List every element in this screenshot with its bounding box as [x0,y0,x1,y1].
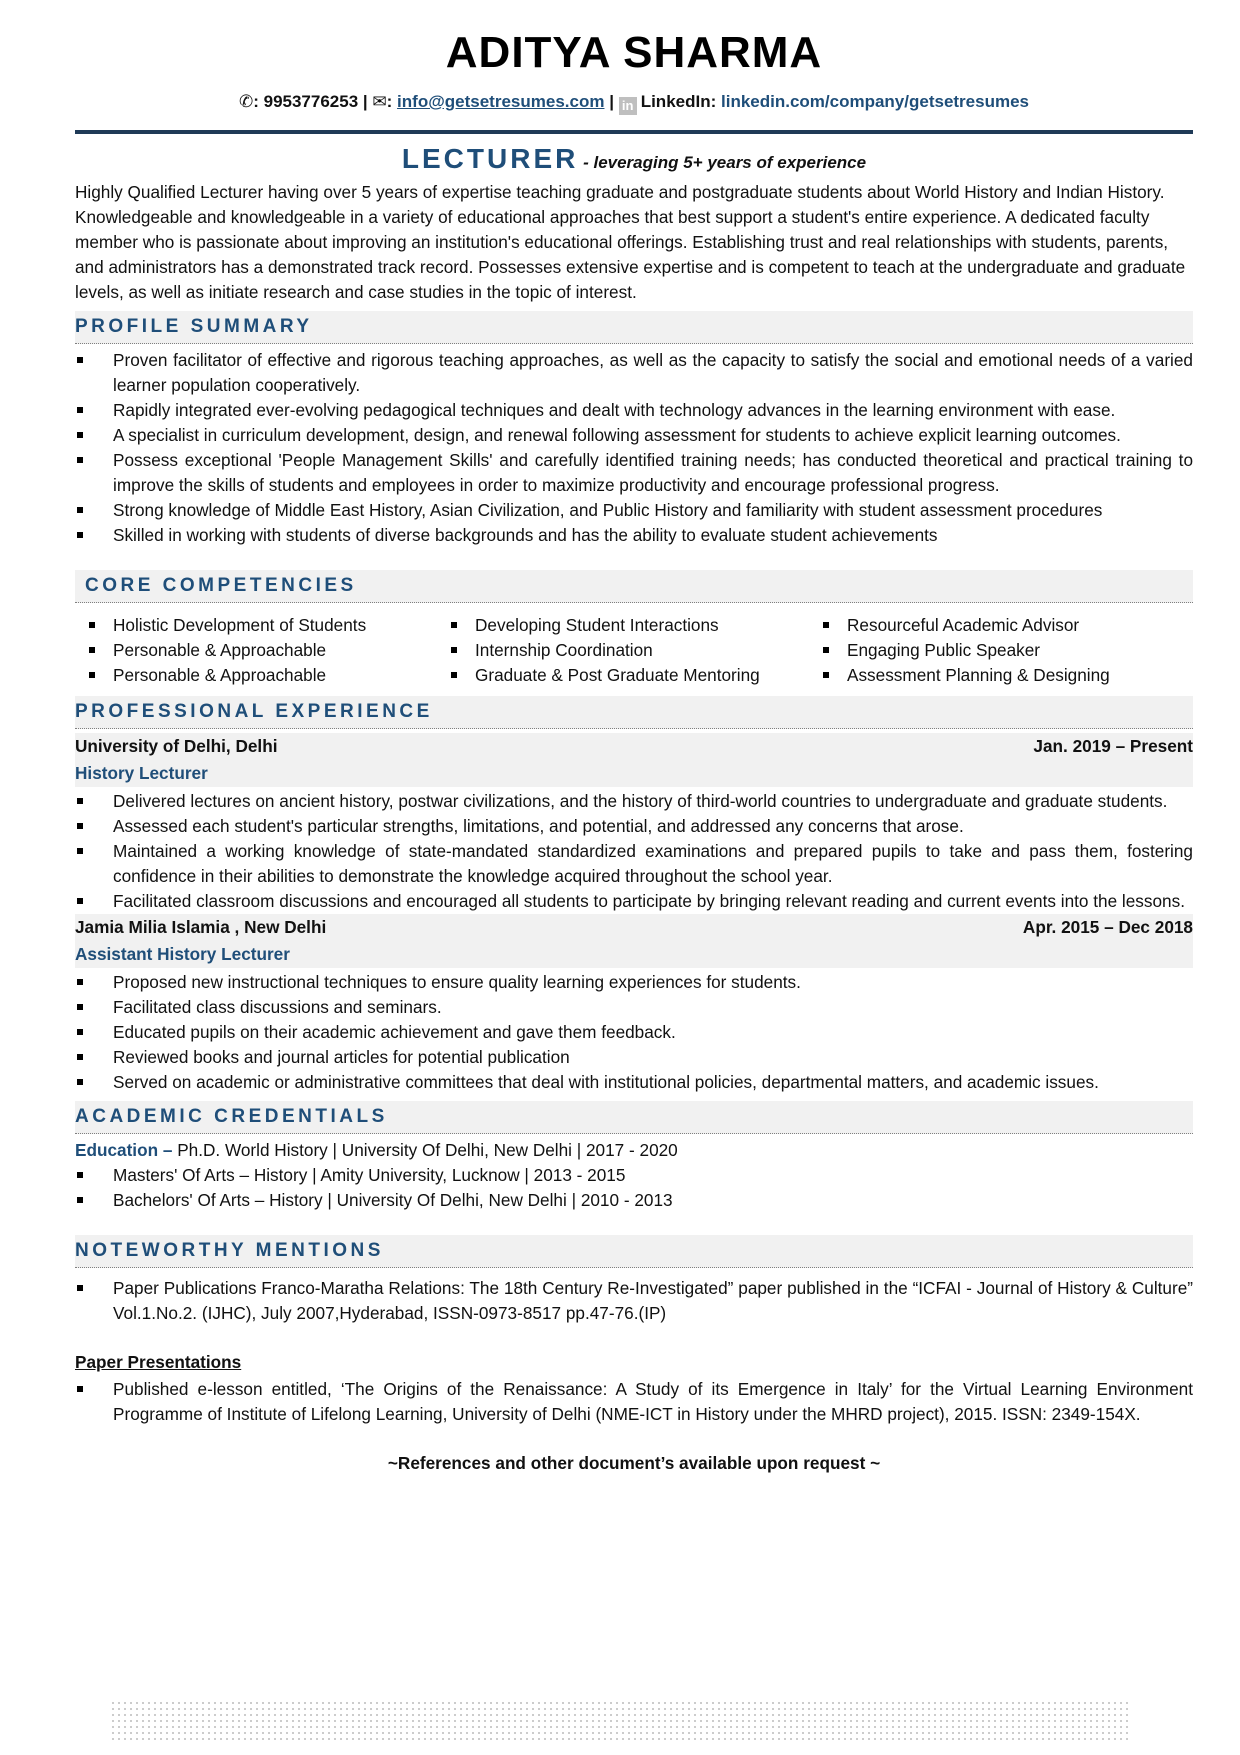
list-item: Strong knowledge of Middle East History, Asian Civilization, and Public History and familiarity with student assessment procedures [75,498,1193,523]
job-dates: Jan. 2019 – Present [1033,736,1193,756]
list-item: Facilitated classroom discussions and encouraged all students to participate by bringing relevant reading and current events into the lessons. [75,889,1193,914]
list-item: Internship Coordination [437,638,809,663]
education-line [75,1138,1193,1163]
header-divider [75,130,1193,134]
list-item: Published e-lesson entitled, ‘The Origins of the Renaissance: A Study of its Emergence in Italy’ for the Virtual Learning Environment Programme of Institute of Lifelong Learning, University of Delhi (NME-ICT in History under the MHRD project), 2015. ISSN: 2349-154X. [75,1377,1193,1427]
linkedin-label: LinkedIn: [640,92,717,111]
job-organization: Jamia Milia Islamia , New Delhi [75,917,327,937]
list-item: Developing Student Interactions [437,613,809,638]
job-duties-list [75,970,1193,1095]
education-list [75,1163,1193,1213]
footer-dot-pattern [110,1700,1130,1740]
list-item: Reviewed books and journal articles for potential publication [75,1045,1193,1070]
role-title: LECTURER [401,143,579,174]
list-item: Engaging Public Speaker [809,638,1193,663]
list-item: Masters' Of Arts – History | Amity University, Lucknow | 2013 - 2015 [75,1163,1193,1188]
contact-line [75,90,1193,114]
section-heading-professional-experience: PROFESSIONAL EXPERIENCE [75,696,1193,729]
role-subtitle: leveraging 5+ years of experience [593,153,867,172]
list-item: Proposed new instructional techniques to ensure quality learning experiences for students. [75,970,1193,995]
section-heading-noteworthy-mentions: NOTEWORTHY MENTIONS [75,1235,1193,1268]
list-item: Assessment Planning & Designing [809,663,1193,688]
list-item: A specialist in curriculum development, design, and renewal following assessment for students to achieve explicit learning outcomes. [75,423,1193,448]
list-item: Graduate & Post Graduate Mentoring [437,663,809,688]
job-header [75,733,1193,760]
list-item: Possess exceptional 'People Management Skills' and carefully identified training needs; has conducted theoretical and practical training to improve the skills of students and employees in order to maximize productivity and encourage professional progress. [75,448,1193,498]
separator: | [609,92,614,111]
profile-summary-list [75,348,1193,548]
linkedin-icon: in [619,97,637,115]
list-item: Rapidly integrated ever-evolving pedagogical techniques and dealt with technology advances in the learning environment with ease. [75,398,1193,423]
job-header [75,914,1193,941]
section-heading-core-competencies: CORE COMPETENCIES [75,570,1193,603]
mail-icon: ✉: [372,92,393,111]
section-heading-academic-credentials: ACADEMIC CREDENTIALS [75,1101,1193,1134]
phone-icon: ✆ [238,92,254,111]
job-organization: University of Delhi, Delhi [75,736,278,756]
paper-presentations-heading: Paper Presentations [75,1352,242,1372]
list-item: Educated pupils on their academic achievement and gave them feedback. [75,1020,1193,1045]
phone-number: : 9953776253 [253,92,359,111]
role-dash: - [578,153,594,172]
list-item: Skilled in working with students of diverse backgrounds and has the ability to evaluate student achievements [75,523,1193,548]
competencies-column [437,613,809,688]
intro-paragraph: Highly Qualified Lecturer having over 5 years of expertise teaching graduate and postgraduate students about World History and Indian History. Knowledgeable and knowledgeable in a variety of educational approaches that best support a student's entire experience. A dedicated faculty member who is passionate about improving an institution's educational offerings. Establishing trust and real relationships with students, parents, and administrators has a demonstrated track record. Possesses extensive expertise and is competent to teach at the undergraduate and graduate levels, as well as initiate research and case studies in the topic of interest. [75,182,1186,302]
section-heading-profile-summary: PROFILE SUMMARY [75,311,1193,344]
list-item: Bachelors' Of Arts – History | University Of Delhi, New Delhi | 2010 - 2013 [75,1188,1193,1213]
list-item: Delivered lectures on ancient history, postwar civilizations, and the history of third-world countries to undergraduate and graduate students. [75,789,1193,814]
candidate-name: ADITYA SHARMA [445,28,823,77]
list-item: Proven facilitator of effective and rigorous teaching approaches, as well as the capacity to satisfy the social and emotional needs of a varied learner population cooperatively. [75,348,1193,398]
competencies-grid [75,613,1193,688]
resume-page [75,0,1193,1474]
job-title: Assistant History Lecturer [75,941,1193,968]
separator: | [362,92,368,111]
education-phd: Ph.D. World History | University Of Delhi, New Delhi | 2017 - 2020 [172,1140,678,1160]
linkedin-link[interactable]: linkedin.com/company/getsetresumes [721,92,1029,111]
job-dates: Apr. 2015 – Dec 2018 [1022,917,1193,937]
role-line [75,142,1193,176]
list-item: Facilitated class discussions and seminars. [75,995,1193,1020]
competencies-column [75,613,437,688]
list-item: Personable & Approachable [75,663,437,688]
closing-note: ~References and other document’s available upon request ~ [387,1453,881,1473]
list-item: Assessed each student's particular strengths, limitations, and potential, and addressed any concerns that arose. [75,814,1193,839]
publications-list [75,1276,1193,1326]
list-item: Personable & Approachable [75,638,437,663]
competencies-column [809,613,1193,688]
list-item: Maintained a working knowledge of state-mandated standardized examinations and prepared pupils to take and pass them, fostering confidence in their abilities to demonstrate the knowledge acquired throughout the school year. [75,839,1193,889]
list-item: Resourceful Academic Advisor [809,613,1193,638]
education-label: Education – [75,1140,173,1160]
job-duties-list [75,789,1193,914]
list-item: Served on academic or administrative committees that deal with institutional policies, departmental matters, and academic issues. [75,1070,1193,1095]
email-link[interactable]: info@getsetresumes.com [397,92,605,111]
presentations-list [75,1377,1193,1427]
list-item: Paper Publications Franco-Maratha Relations: The 18th Century Re-Investigated” paper published in the “ICFAI - Journal of History & Culture” Vol.1.No.2. (IJHC), July 2007,Hyderabad, ISSN-0973-8517 pp.47-76.(IP) [75,1276,1193,1326]
list-item: Holistic Development of Students [75,613,437,638]
job-title: History Lecturer [75,760,1193,787]
